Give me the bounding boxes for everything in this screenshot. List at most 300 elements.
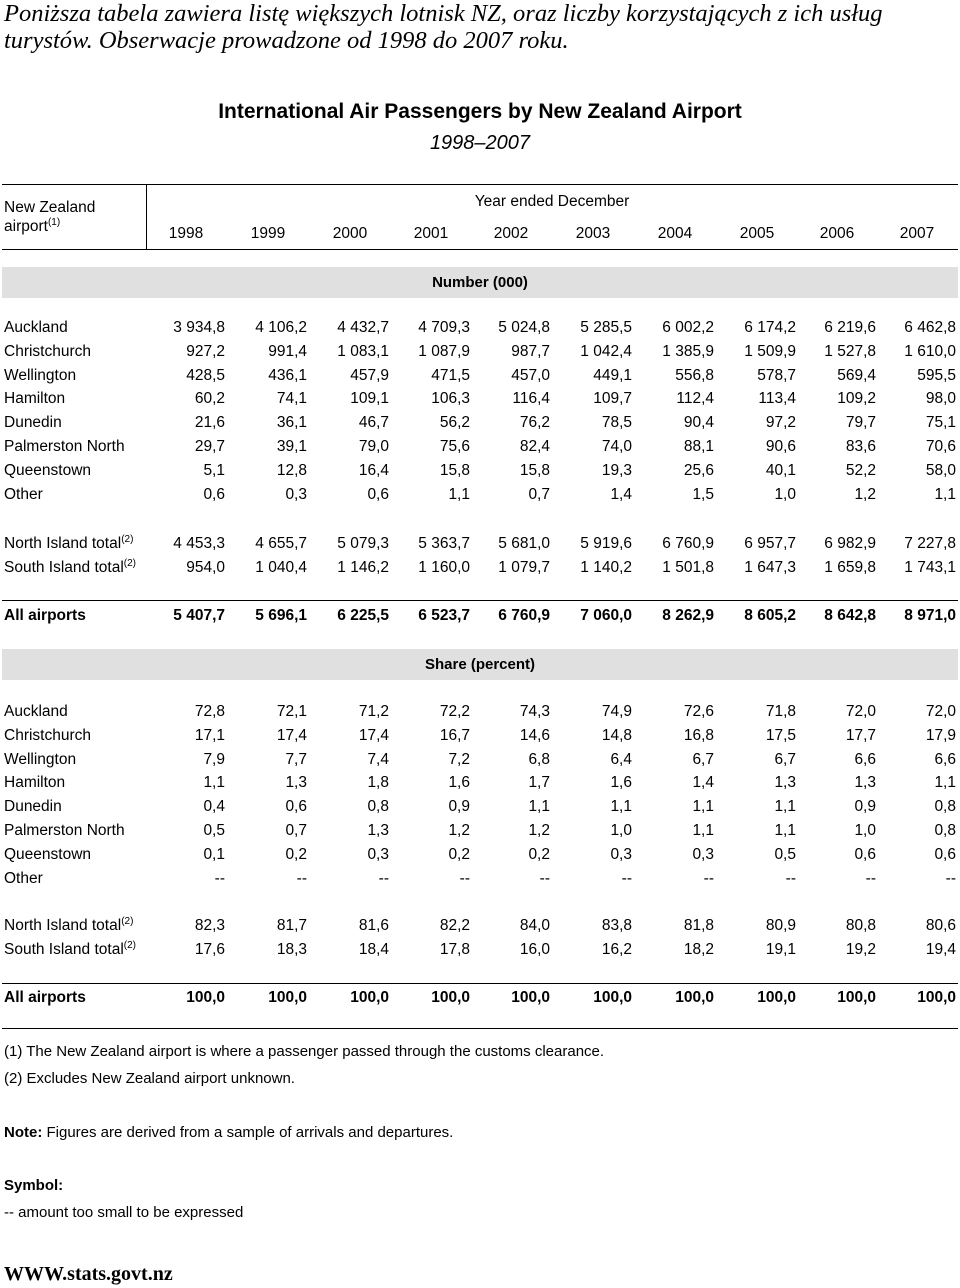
table-cell: 0,8 <box>367 798 389 816</box>
row-label-text: Auckland <box>4 319 68 336</box>
table-cell: 457,9 <box>350 366 389 384</box>
table-cell: 76,2 <box>519 414 550 432</box>
table-cell: 81,6 <box>358 917 389 934</box>
table-cell: 18,3 <box>276 941 307 958</box>
table-cell: 1 140,2 <box>580 559 632 576</box>
table-cell: 116,4 <box>512 390 550 408</box>
table-cell: 112,4 <box>676 390 714 408</box>
row-label <box>4 486 43 504</box>
table-cell: 1 040,4 <box>255 559 307 576</box>
table-cell: -- <box>214 869 225 887</box>
table-cell: 8 642,8 <box>824 607 876 624</box>
table-cell: 1,0 <box>774 485 796 503</box>
table-cell: 6 002,2 <box>662 319 714 336</box>
table-cell: 88,1 <box>683 438 714 455</box>
row-label-text: Hamilton <box>4 390 66 408</box>
table-cell: 0,4 <box>203 798 225 816</box>
table-cell: 109,1 <box>350 390 389 408</box>
row-label-footnote: (2) <box>121 533 134 545</box>
table-cell: 449,1 <box>593 366 632 384</box>
table-cell: 82,2 <box>439 917 470 934</box>
table-cell: 39,1 <box>276 438 307 455</box>
table-cell: 80,9 <box>765 917 796 934</box>
airport-header-line1: New Zealand <box>4 199 96 216</box>
airport-row <box>0 798 960 820</box>
table-cell: 556,8 <box>675 366 714 384</box>
table-cell: 1,5 <box>692 485 714 503</box>
table-cell: 4 709,3 <box>418 319 470 336</box>
table-cell: 0,7 <box>285 822 307 839</box>
table-cell: 60,2 <box>194 390 225 408</box>
island-total-row <box>0 559 960 581</box>
table-cell: 74,9 <box>601 703 632 720</box>
row-label-text: Christchurch <box>4 726 91 744</box>
table-cell: 6,7 <box>692 750 714 768</box>
table-cell: 1 146,2 <box>337 559 389 576</box>
row-label <box>4 822 125 840</box>
airport-row <box>0 390 960 412</box>
table-cell: 29,7 <box>194 438 225 455</box>
website-link[interactable]: WWW.stats.govt.nz <box>4 1263 173 1285</box>
row-label-text: Palmerston North <box>4 438 125 455</box>
airport-row <box>0 319 960 341</box>
table-cell: 5 407,7 <box>173 607 225 624</box>
row-label-text: Queenstown <box>4 845 92 863</box>
table-cell: 100,0 <box>350 989 389 1006</box>
number-section-band: Number (000) <box>2 267 958 298</box>
table-cell: 7 227,8 <box>904 535 956 552</box>
table-cell: 90,6 <box>765 438 796 455</box>
table-cell: 1,1 <box>934 774 956 792</box>
airport-row <box>0 367 960 389</box>
table-cell: 1,1 <box>203 774 225 792</box>
airport-row <box>0 462 960 484</box>
table-cell: 3 934,8 <box>173 319 225 336</box>
table-cell: -- <box>459 869 470 887</box>
table-cell: 109,7 <box>593 390 632 408</box>
table-cell: 1 160,0 <box>418 559 470 576</box>
table-cell: 0,9 <box>854 798 876 816</box>
row-label-footnote: (2) <box>121 915 134 927</box>
row-label <box>4 390 65 408</box>
table-cell: 1,1 <box>692 798 714 816</box>
row-label-text: Wellington <box>4 750 77 768</box>
airport-row <box>0 774 960 796</box>
table-cell: 6,7 <box>774 750 796 768</box>
table-cell: 954,0 <box>186 559 225 576</box>
row-label-footnote: (2) <box>123 939 137 951</box>
table-cell: 457,0 <box>511 366 550 384</box>
table-cell: 17,1 <box>194 726 225 744</box>
table-cell: 16,4 <box>358 461 389 479</box>
table-cell: 100,0 <box>675 989 714 1006</box>
table-title: International Air Passengers by New Zealand Airport <box>218 100 742 123</box>
table-cell: 5 079,3 <box>337 535 389 552</box>
table-cell: 72,2 <box>439 703 470 720</box>
row-label <box>4 989 86 1007</box>
table-cell: -- <box>703 869 714 887</box>
table-cell: 1,3 <box>854 774 876 792</box>
table-cell: 100,0 <box>268 989 307 1006</box>
table-cell: 71,8 <box>765 703 796 720</box>
row-label <box>4 703 68 721</box>
table-cell: 1 079,7 <box>498 559 550 576</box>
row-label-text: Hamilton <box>4 774 66 792</box>
table-cell: 18,4 <box>358 941 389 958</box>
table-cell: 1 659,8 <box>824 559 876 576</box>
table-cell: 70,6 <box>925 438 956 455</box>
table-cell: 0,6 <box>934 845 956 863</box>
table-row <box>0 225 960 247</box>
island-total-row <box>0 535 960 557</box>
table-cell: 0,3 <box>692 845 714 863</box>
airport-row <box>0 846 960 868</box>
table-cell: 81,7 <box>276 917 307 934</box>
table-cell: 78,5 <box>601 414 632 432</box>
table-cell: 4 432,7 <box>337 319 389 336</box>
table-bottom-rule <box>2 1028 958 1029</box>
table-cell: 72,0 <box>925 703 956 720</box>
table-cell: 1,1 <box>528 798 550 816</box>
symbol-label: Symbol: <box>4 1177 64 1194</box>
table-cell: 6,4 <box>610 750 632 768</box>
table-cell: 83,8 <box>601 917 632 934</box>
table-cell: 1,1 <box>934 485 956 503</box>
table-cell: 71,2 <box>358 703 389 720</box>
year-header-row <box>0 225 960 247</box>
table-cell: 6 760,9 <box>498 607 550 624</box>
footnote-2: (2) Excludes New Zealand airport unknown. <box>4 1070 295 1087</box>
island-total-row <box>0 941 960 963</box>
table-cell: 0,8 <box>934 798 956 816</box>
table-cell: 84,0 <box>519 917 550 934</box>
table-cell: 1,3 <box>774 774 796 792</box>
table-cell: 0,9 <box>448 798 470 816</box>
airport-header-footnote: (1) <box>47 216 61 228</box>
table-cell: 72,0 <box>845 703 876 720</box>
table-cell: 6,8 <box>528 750 550 768</box>
table-cell: 1,8 <box>367 774 389 792</box>
table-cell: 6 982,9 <box>824 535 876 552</box>
table-cell: 4 106,2 <box>255 319 307 336</box>
table-cell: 1,6 <box>448 774 470 792</box>
table-cell: 14,6 <box>519 726 550 744</box>
table-cell: 17,7 <box>845 726 876 744</box>
number-all-airports-rule <box>2 600 958 601</box>
table-cell: 100,0 <box>511 989 550 1006</box>
table-cell: 1,6 <box>610 774 632 792</box>
row-label-text: South Island total <box>4 941 124 958</box>
table-cell: 0,2 <box>285 845 307 863</box>
table-cell: 72,8 <box>194 703 225 720</box>
share-section-band: Share (percent) <box>2 649 958 680</box>
table-cell: 17,5 <box>765 726 796 744</box>
row-label <box>4 941 136 959</box>
table-cell: 1,4 <box>610 485 632 503</box>
table-cell: 5 024,8 <box>498 319 550 336</box>
table-cell: 21,6 <box>194 414 225 432</box>
table-cell: 100,0 <box>917 989 956 1006</box>
year-header-cell: 2002 <box>493 225 529 242</box>
table-cell: 5 681,0 <box>498 535 550 552</box>
year-header-cell: 2004 <box>657 225 693 242</box>
table-cell: 1 647,3 <box>744 559 796 576</box>
table-cell: 569,4 <box>837 366 876 384</box>
row-label-text: Other <box>4 869 43 887</box>
table-cell: 98,0 <box>925 390 956 408</box>
table-cell: 16,0 <box>519 941 550 958</box>
table-cell: 0,3 <box>610 845 632 863</box>
table-cell: -- <box>378 869 389 887</box>
table-cell: 72,6 <box>683 703 714 720</box>
table-cell: 0,1 <box>203 845 225 863</box>
note-label: Note: <box>4 1124 43 1141</box>
table-cell: 1 509,9 <box>744 342 796 360</box>
table-cell: -- <box>539 869 550 887</box>
table-cell: 1,2 <box>528 822 550 839</box>
table-cell: 0,6 <box>203 485 225 503</box>
table-cell: 52,2 <box>845 461 876 479</box>
table-cell: 16,2 <box>601 941 632 958</box>
airport-header-line2: airport <box>4 218 48 235</box>
table-cell: 5 696,1 <box>255 607 307 624</box>
note-text: Figures are derived from a sample of arrivals and departures. <box>42 1124 454 1141</box>
table-cell: 19,1 <box>765 941 796 958</box>
table-cell: 8 605,2 <box>744 607 796 624</box>
table-cell: 12,8 <box>276 461 307 479</box>
airport-row <box>0 414 960 436</box>
row-label <box>4 414 62 432</box>
table-cell: 15,8 <box>439 461 470 479</box>
table-cell: 1 527,8 <box>824 342 876 360</box>
airport-row <box>0 343 960 365</box>
table-cell: 40,1 <box>765 461 796 479</box>
row-label <box>4 462 91 480</box>
table-cell: 6 219,6 <box>824 319 876 336</box>
table-cell: 1,1 <box>774 822 796 839</box>
row-label <box>4 535 133 553</box>
table-cell: 1,2 <box>854 485 876 503</box>
table-cell: 6 225,5 <box>337 607 389 624</box>
table-cell: 6 523,7 <box>418 607 470 624</box>
note-line <box>4 1124 453 1141</box>
table-cell: 72,1 <box>276 703 307 720</box>
table-cell: 81,8 <box>683 917 714 934</box>
table-cell: 17,9 <box>925 726 956 744</box>
table-cell: 1,1 <box>610 798 632 816</box>
table-cell: 0,8 <box>934 822 956 839</box>
table-cell: 0,5 <box>203 822 225 839</box>
row-label-text: Christchurch <box>4 342 91 360</box>
table-cell: -- <box>785 869 796 887</box>
airport-row <box>0 870 960 892</box>
table-cell: 97,2 <box>765 414 796 432</box>
table-cell: 56,2 <box>439 414 470 432</box>
all-airports-row <box>0 989 960 1011</box>
table-subtitle: 1998–2007 <box>429 132 531 154</box>
share-all-airports-rule <box>2 983 958 984</box>
table-cell: 987,7 <box>511 342 550 360</box>
table-cell: 17,4 <box>276 726 307 744</box>
airport-row <box>0 822 960 844</box>
row-label <box>4 774 65 792</box>
table-cell: 471,5 <box>431 366 470 384</box>
table-cell: 82,3 <box>194 917 225 934</box>
table-cell: 6 957,7 <box>744 535 796 552</box>
table-cell: 100,0 <box>757 989 796 1006</box>
table-cell: 46,7 <box>358 414 389 432</box>
table-cell: 79,0 <box>358 438 389 455</box>
table-cell: 1 042,4 <box>580 342 632 360</box>
table-cell: 1 083,1 <box>337 342 389 360</box>
row-label <box>4 870 43 888</box>
year-header-cell: 1999 <box>250 225 286 242</box>
table-cell: 17,4 <box>358 726 389 744</box>
table-cell: 1 743,1 <box>904 559 956 576</box>
table-cell: 927,2 <box>186 342 225 360</box>
year-header-cell: 2001 <box>413 225 449 242</box>
row-label-text: All airports <box>4 989 86 1006</box>
row-label-text: Auckland <box>4 703 68 720</box>
table-cell: 5,1 <box>203 461 225 479</box>
table-cell: 5 363,7 <box>418 535 470 552</box>
row-label-text: North Island total <box>4 535 122 552</box>
table-cell: 19,3 <box>601 461 632 479</box>
table-cell: 19,2 <box>845 941 876 958</box>
year-header-cell: 2005 <box>739 225 775 242</box>
table-cell: 17,8 <box>439 941 470 958</box>
year-header-cell: 2006 <box>819 225 855 242</box>
row-label <box>4 559 136 577</box>
row-label <box>4 798 62 816</box>
table-cell: 0,3 <box>285 485 307 503</box>
table-cell: -- <box>621 869 632 887</box>
table-cell: 1 385,9 <box>662 342 714 360</box>
row-label-text: Dunedin <box>4 414 62 432</box>
table-cell: 0,7 <box>528 485 550 503</box>
airport-row <box>0 703 960 725</box>
table-cell: 100,0 <box>837 989 876 1006</box>
table-cell: 1,3 <box>285 774 307 792</box>
table-cell: 90,4 <box>683 414 714 432</box>
table-cell: 75,1 <box>925 414 956 432</box>
table-cell: 1,1 <box>692 822 714 839</box>
table-cell: 15,8 <box>519 461 550 479</box>
table-cell: 1 610,0 <box>904 342 956 360</box>
row-label-footnote: (2) <box>123 557 137 569</box>
table-cell: 0,6 <box>854 845 876 863</box>
row-label-text: All airports <box>4 607 86 624</box>
table-cell: 19,4 <box>925 941 956 958</box>
table-cell: 100,0 <box>593 989 632 1006</box>
table-cell: 75,6 <box>439 438 470 455</box>
table-cell: -- <box>296 869 307 887</box>
table-cell: 18,2 <box>683 941 714 958</box>
table-cell: 4 453,3 <box>173 535 225 552</box>
header-bottom-rule <box>2 249 958 250</box>
table-cell: 0,6 <box>285 798 307 816</box>
table-cell: 7,4 <box>367 750 389 768</box>
all-airports-row <box>0 607 960 629</box>
airport-row <box>0 486 960 508</box>
table-cell: 0,2 <box>528 845 550 863</box>
table-cell: 17,6 <box>194 941 225 958</box>
table-cell: 0,3 <box>367 845 389 863</box>
intro-text: Poniższa tabela zawiera listę większych lotnisk NZ, oraz liczby korzystających z ich usług turystów. Obserwacje prowadzone od 1998 do 2007 roku. <box>4 0 883 54</box>
table-cell: 1,0 <box>610 822 632 839</box>
table-cell: 58,0 <box>925 461 956 479</box>
table-cell: 113,4 <box>758 390 796 408</box>
airport-row <box>0 727 960 749</box>
table-cell: 8 262,9 <box>662 607 714 624</box>
table-cell: 1,3 <box>367 822 389 839</box>
table-cell: 74,1 <box>276 390 307 408</box>
table-cell: 74,0 <box>601 438 632 455</box>
table-cell: 1,2 <box>448 822 470 839</box>
table-cell: 428,5 <box>186 366 225 384</box>
table-cell: 0,6 <box>367 485 389 503</box>
table-cell: 4 655,7 <box>255 535 307 552</box>
table-cell: 1,4 <box>692 774 714 792</box>
year-header-cell: 2003 <box>575 225 611 242</box>
row-label <box>4 727 91 745</box>
table-cell: 0,2 <box>448 845 470 863</box>
row-label <box>4 751 76 769</box>
table-cell: -- <box>945 869 956 887</box>
table-cell: 1,1 <box>774 798 796 816</box>
row-label <box>4 319 68 337</box>
table-cell: 1,7 <box>528 774 550 792</box>
table-cell: 1 501,8 <box>662 559 714 576</box>
table-cell: 5 919,6 <box>580 535 632 552</box>
row-label <box>4 846 91 864</box>
table-cell: 595,5 <box>917 366 956 384</box>
table-cell: 82,4 <box>519 438 550 455</box>
table-cell: 1 087,9 <box>418 342 470 360</box>
airport-row <box>0 751 960 773</box>
table-cell: 6,6 <box>854 750 876 768</box>
table-cell: 36,1 <box>276 414 307 432</box>
row-label-text: Dunedin <box>4 798 62 816</box>
airport-row <box>0 438 960 460</box>
table-cell: 991,4 <box>268 342 307 360</box>
row-label <box>4 343 91 361</box>
table-cell: 80,6 <box>925 917 956 934</box>
table-cell: 109,2 <box>837 390 876 408</box>
row-label <box>4 367 76 385</box>
year-group-header: Year ended December <box>474 193 630 210</box>
table-cell: 100,0 <box>431 989 470 1006</box>
year-header-cell: 2007 <box>899 225 935 242</box>
table-cell: 7 060,0 <box>580 607 632 624</box>
table-cell: 6 760,9 <box>662 535 714 552</box>
table-cell: 16,8 <box>683 726 714 744</box>
table-cell: 1,1 <box>448 485 470 503</box>
row-label-text: Wellington <box>4 366 77 384</box>
row-label-text: Queenstown <box>4 461 92 479</box>
row-label <box>4 438 125 456</box>
table-cell: 25,6 <box>683 461 714 479</box>
table-cell: 0,5 <box>774 845 796 863</box>
table-cell: 5 285,5 <box>580 319 632 336</box>
row-label-text: North Island total <box>4 917 122 934</box>
row-label <box>4 917 133 935</box>
year-header-cell: 1998 <box>168 225 204 242</box>
island-total-row <box>0 917 960 939</box>
table-cell: 74,3 <box>519 703 550 720</box>
table-cell: 14,8 <box>601 726 632 744</box>
row-label-text: Other <box>4 485 43 503</box>
